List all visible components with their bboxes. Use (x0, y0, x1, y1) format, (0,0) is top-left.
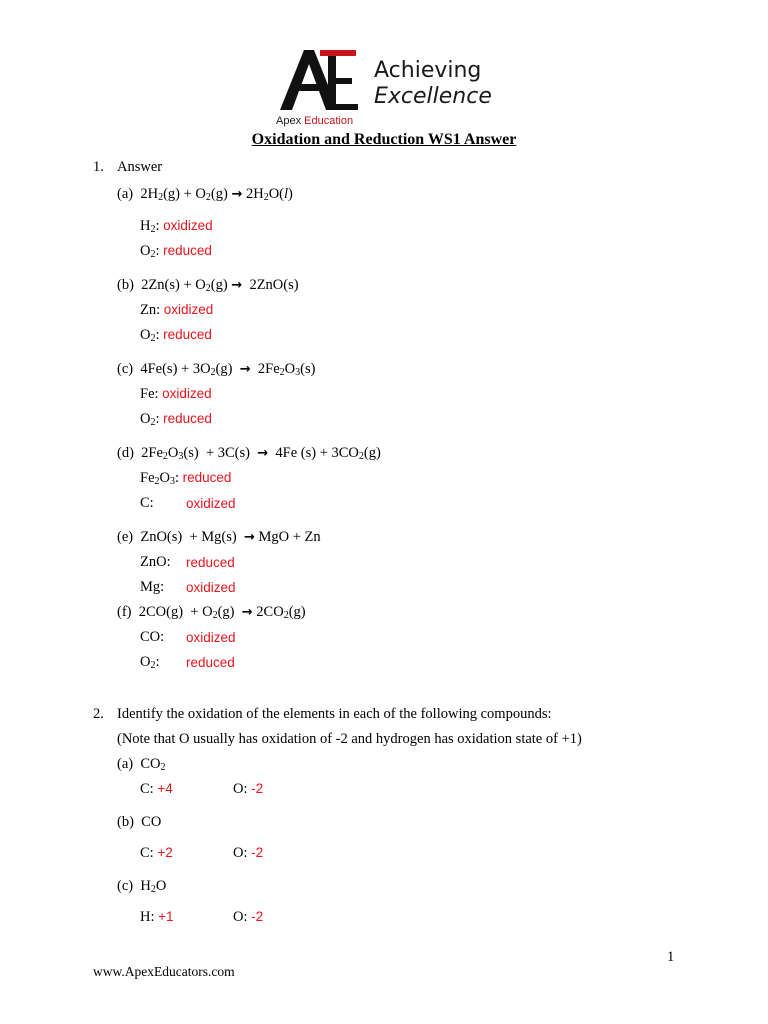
q1d-l2-label: C: (140, 495, 154, 511)
q1d-line2 (140, 495, 154, 512)
q2c-o-value: -2 (251, 909, 264, 924)
q1d-line1: $Fe_2O_3$: reduced (140, 470, 232, 487)
q2c-compound: (c) $H_2O$ (117, 878, 167, 895)
q1b-l2-label: O (140, 327, 151, 343)
q1d-l2-answer: oxidized (186, 496, 236, 511)
q2c-o-label: O: (233, 909, 248, 925)
q1a-line1: $H_2$: oxidized (140, 218, 213, 235)
q1e-tag: (e) (117, 529, 134, 545)
q1b-equation: (b) $2Zn(s) + O_2(g) \to 2ZnO(s)$ (117, 277, 299, 294)
q1a-line2: $O_2$: reduced (140, 243, 212, 260)
q2c-h-value: +1 (158, 909, 174, 924)
q1a-l1-sub: 2 (150, 224, 156, 235)
q1c-equation: (c) $4Fe(s) + 3O_2(g) \to 2Fe_2O_3(s)$ (117, 361, 316, 378)
q1a-tag: (a) (117, 186, 134, 202)
q1c-line2: $O_2$: reduced (140, 411, 212, 428)
q2b-tag: (b) (117, 814, 134, 830)
q1f-l2-sub: 2 (150, 660, 156, 671)
q2a-compound: (a) $CO_2$ (117, 756, 166, 773)
q1a-l1-label: H (140, 218, 151, 234)
footer-website: www.ApexEducators.com (93, 964, 235, 979)
q1-label: Answer (117, 159, 163, 175)
q2a-o-label: O: (233, 781, 248, 797)
q1e-l1-label: ZnO: (140, 554, 171, 570)
arrow-icon: → (243, 530, 255, 545)
logo-brand-name: Apex (276, 115, 302, 127)
page-title: Oxidation and Reduction WS1 Answer (251, 131, 517, 148)
q2b-o (233, 845, 263, 862)
q2b-c-label: C: (140, 845, 154, 861)
logo-brand (276, 115, 353, 127)
q1c-l2-answer: reduced (163, 411, 212, 426)
q1b-l2-sub: 2 (150, 333, 156, 344)
q2c-o (233, 909, 263, 926)
q1a-l2-label: O (140, 243, 151, 259)
q2a-tag: (a) (117, 756, 134, 772)
q1-number: 1. (93, 159, 104, 175)
q1a-l1-answer: oxidized (163, 218, 213, 233)
q1c-l1-label: Fe: (140, 386, 159, 402)
logo-word-achieving: Achieving (374, 58, 482, 83)
logo-word-excellence: Excellence (374, 84, 492, 109)
q2b-name: CO (141, 814, 162, 830)
q2a-c-value: +4 (157, 781, 173, 796)
q1e-equation: (e) ZnO(s) + Mg(s) → MgO + Zn (117, 529, 321, 545)
q2c-h-label: H: (140, 909, 155, 925)
arrow-icon: → (239, 362, 251, 377)
q1f-l1-answer: oxidized (186, 630, 236, 645)
arrow-icon: → (257, 446, 269, 461)
q1b-line2: $O_2$: reduced (140, 327, 212, 344)
q1c-l2-label: O (140, 411, 151, 427)
q2a-c (140, 781, 173, 798)
q2a-o (233, 781, 263, 798)
arrow-icon: → (231, 187, 243, 202)
q2b-o-value: -2 (251, 845, 264, 860)
q1d-l1-answer: reduced (182, 470, 232, 485)
q2a-o-value: -2 (251, 781, 264, 796)
q2a-c-label: C: (140, 781, 154, 797)
q2b-compound (117, 814, 161, 831)
q2-number: 2. (93, 706, 104, 722)
q1d-tag: (d) (117, 445, 134, 461)
logo-brand-sub: Education (304, 115, 354, 127)
logo (276, 44, 500, 130)
page-number: 1 (667, 949, 675, 965)
q1c-l2-sub: 2 (150, 417, 156, 428)
q1f-l1-label: CO: (140, 629, 165, 645)
q2b-c-value: +2 (157, 845, 173, 860)
q1f-l2-answer: reduced (186, 655, 235, 670)
q1b-tag: (b) (117, 277, 134, 293)
q1d-equation: (d) $2Fe_2O_3(s) + 3C(s) \to 4Fe$ $(s) + 3CO_2(g)$ (117, 445, 381, 462)
q1e-l2-label: Mg: (140, 579, 165, 595)
q1c-l1-answer: oxidized (162, 386, 212, 401)
ae-logo-mark (276, 44, 386, 114)
q1f-equation: (f) $2CO(g) + O_2(g) \to 2CO_2(g)$ (117, 604, 306, 621)
q1f-l2-label: O (140, 654, 151, 670)
q1b-l1-answer: oxidized (163, 302, 214, 317)
q2c-h (140, 909, 174, 926)
q1b-line1 (140, 302, 213, 319)
q1f-tag: (f) (117, 604, 132, 620)
q1a-equation: (a) $2H_2(g) + O_2(g) \to 2H_2O(l)$ (117, 186, 293, 203)
q2-line2: (Note that O usually has oxidation of -2 and hydrogen has oxidation state of +1) (117, 731, 582, 747)
q2b-o-label: O: (233, 845, 248, 861)
q1e-l1-answer: reduced (186, 555, 235, 570)
q1b-l1-label: Zn: (140, 302, 161, 318)
q2c-tag: (c) (117, 878, 134, 894)
q1e-l2-answer: oxidized (186, 580, 236, 595)
q1c-line1 (140, 386, 212, 403)
q1f-line2: $O_2$: (140, 654, 160, 671)
q1a-l2-sub: 2 (150, 249, 156, 260)
arrow-icon: → (231, 278, 243, 293)
arrow-icon: → (241, 605, 253, 620)
q2-line1: Identify the oxidation of the elements in each of the following compounds: (117, 706, 552, 722)
q2b-c (140, 845, 173, 862)
q1c-tag: (c) (117, 361, 134, 377)
q1b-l2-answer: reduced (163, 327, 212, 342)
q1a-l2-answer: reduced (163, 243, 212, 258)
